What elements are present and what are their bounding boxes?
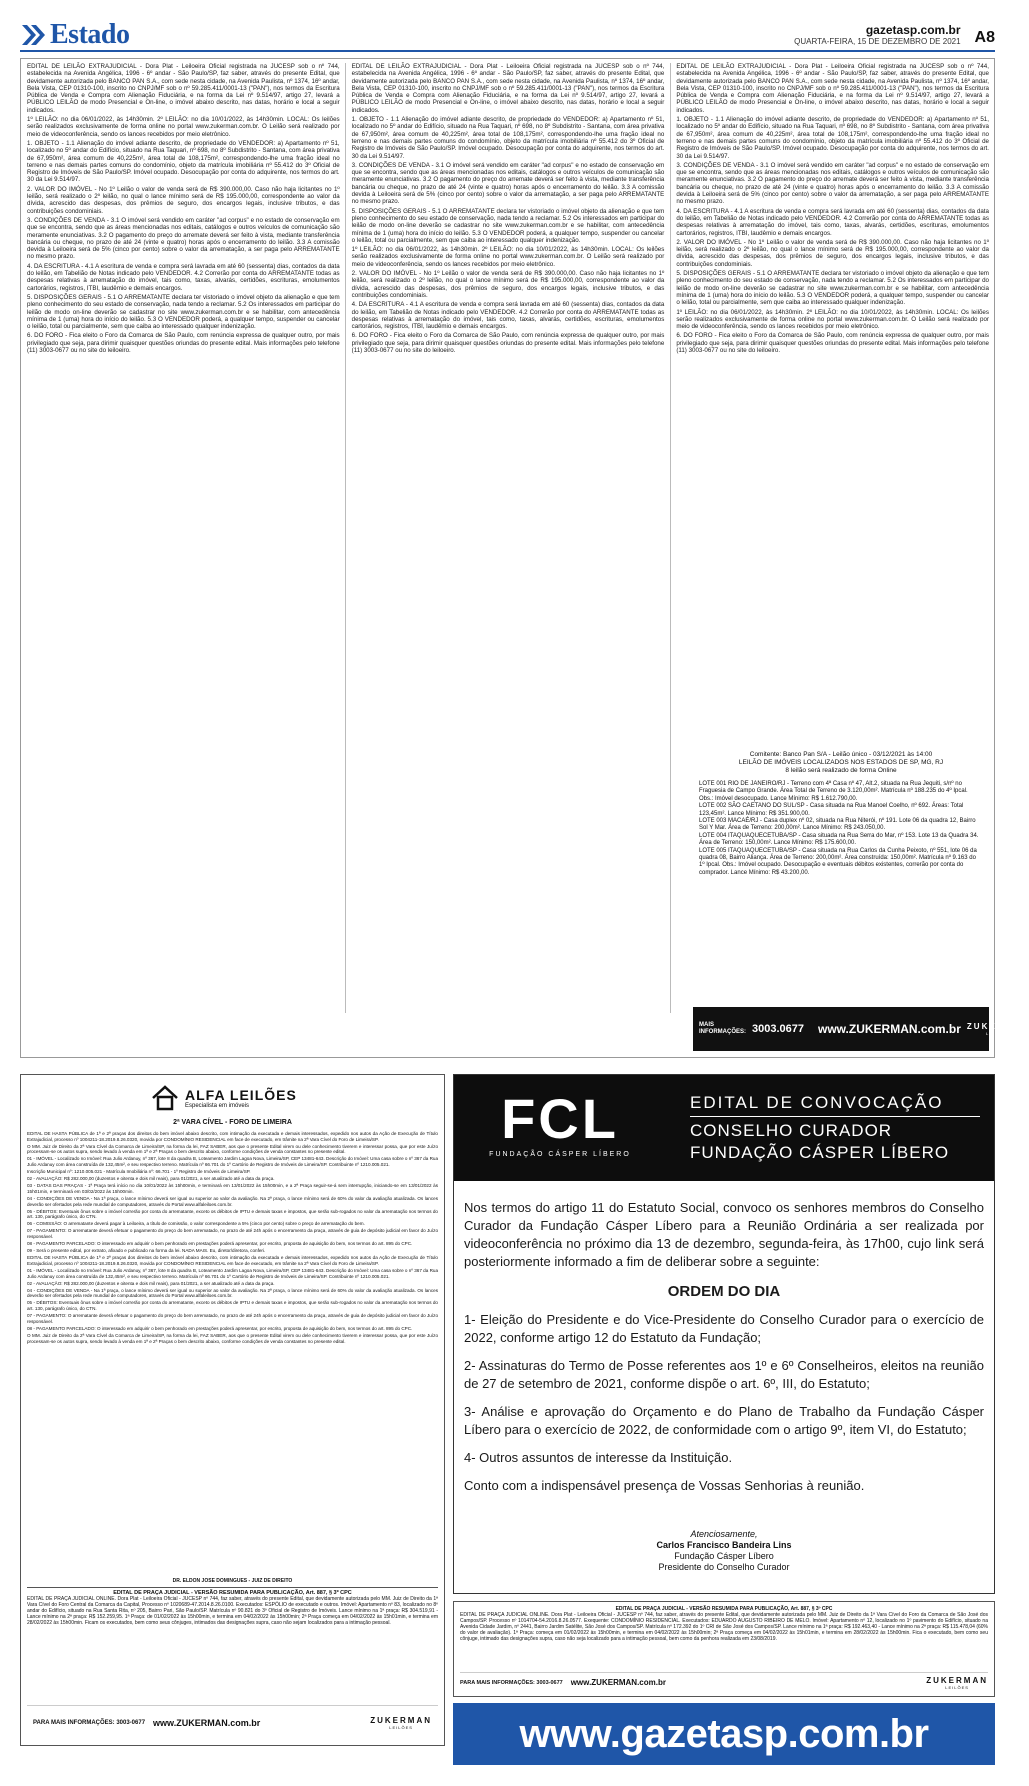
fcl-subtitle: FUNDAÇÃO CÁSPER LÍBERO bbox=[690, 1143, 950, 1162]
notice-paragraph: 2. VALOR DO IMÓVEL - No 1º Leilão o valor de venda será de R$ 390.000,00. Caso não haja licitantes no 1º leilão, será realizado o 2º leilão, no qual o lance mínimo será de R$ 195.000,00, correspondente ao valor da dívida, acrescido das despesas, dos prêmios de seguro, dos encargos legais, inclusive tributos, e das contribuições condominiais. bbox=[676, 238, 989, 268]
notice-paragraph: 6. DO FORO - Fica eleito o Foro da Comarca de São Paulo, com renúncia expressa de qualquer outro, por mais privilegiado que seja, para dirimir quaisquer questões oriundas do presente edital. Mais informações pelo telefone (11) 3003-0677 ou no site do leiloeiro. bbox=[351, 332, 665, 354]
fcl-signer: Carlos Francisco Bandeira Lins bbox=[656, 1540, 792, 1550]
alfa-title: 2ª VARA CÍVEL - FORO DE LIMEIRA bbox=[173, 1119, 292, 1126]
fcl-body bbox=[464, 1199, 984, 1505]
brand-name: Estado bbox=[50, 19, 130, 50]
alfa-paragraph: 05 - DÉBITOS: Eventuais ônus sobre o imóvel correrão por conta do arrematante, exceto os débitos de IPTU e demais taxas e impostos, que serão sub-rogados no valor da arrematação nos termos do art. 130, parágrafo único, do CTN. bbox=[27, 1300, 438, 1312]
alfa-judge: DR. ELDON JOSE DOMINGUES - JUIZ DE DIREITO bbox=[172, 1578, 293, 1584]
alfa-paragraph: 07 - PAGAMENTO: O arrematante deverá efetuar o pagamento do preço do bem arrematado, no prazo de até 24h após o encerramento da praça, através de guia de depósito judicial em favor do Juízo responsável. bbox=[27, 1228, 438, 1239]
notice-paragraph: 6. DO FORO - Fica eleito o Foro da Comarca de São Paulo, com renúncia expressa de qualquer outro, por mais privilegiado que seja, para dirimir quaisquer questões oriundas do presente edital. Mais informações pelo telefone (11) 3003-0677 ou no site do leiloeiro. bbox=[27, 332, 340, 354]
alfa-paragraph: 09 - Será o presente edital, por extrato, afixado e publicado na forma da lei. NADA MAIS. Eu, diretor/diretora, conferi. bbox=[27, 1248, 266, 1254]
zukerman-logo bbox=[926, 1676, 988, 1690]
fcl-logo bbox=[476, 1087, 644, 1158]
alfa-paragraph: EDITAL DE HASTA PÚBLICA de 1ª e 2ª praças dos direitos do bem imóvel abaixo descrito, com intimação da executada e demais interessados, expedido nos autos da Ação de Execução de Título Extrajudicial, processo nº 1004211-18.2019.8.26.0320, movida por CONDOMÍNIO RESIDENCIAL em face de executado, em trâmite na 2ª Vara Cível do Foro de Limeira/SP. bbox=[27, 1255, 438, 1266]
info-label: MAIS INFORMAÇÕES: bbox=[699, 1022, 746, 1035]
alfa-paragraph: 02 - AVALIAÇÃO: R$ 282.000,00 (duzentos e oitenta e dois mil reais), para 01/2021, a ser atualizado até a data da praça. bbox=[27, 1280, 275, 1286]
fcl-intro: Nos termos do artigo 11 do Estatuto Social, convoco os senhores membros do Conselho Curador da Fundação Cásper Líbero para a Reunião Ordinária a ser realizada por videoconferência no próximo dia 13 de dezembro, segunda-feira, às 17h00, cujo link será posteriormente informado a fim de deliberar sobre a seguinte: bbox=[464, 1200, 984, 1269]
fcl-agenda-item: 4- Outros assuntos de interesse da Instituição. bbox=[464, 1450, 733, 1465]
fcl-signature bbox=[464, 1529, 984, 1573]
notice-paragraph: 5. DISPOSIÇÕES GERAIS - 5.1 O ARREMATANTE declara ter vistoriado o imóvel objeto da alienação e que tem pleno conhecimento do seu estado de conservação, nada tendo a reclamar. 5.2 Os interessados em participar do leilão de modo on-line deverão se cadastrar no site www.zukerman.com.br e se habilitar, com antecedência mínima de 1 (uma) hora do início do leilão. 5.3 O VENDEDOR poderá, a qualquer tempo, suspender ou cancelar o leilão, total ou parcialmente, sem que caiba ao interessado qualquer indenização. bbox=[676, 270, 989, 307]
lot-item: LOTE 002 SÃO CAETANO DO SUL/SP - Casa situada na Rua Manoel Coelho, nº 692. Áreas: Total 123,45m². Lance Mínimo: R$ 351.900,00. bbox=[699, 803, 964, 817]
notice-paragraph: 3. CONDIÇÕES DE VENDA - 3.1 O imóvel será vendido em caráter "ad corpus" e no estado de conservação em que se encontra, sendo que as áreas mencionadas nos editais, catálogos e outros veículos de comunicação são meramente enunciativas. 3.2 O pagamento do preço do arremate deverá ser feito à vista, mediante transferência bancária ou cheque, no prazo de até 24 (vinte e quatro) horas após o encerramento do leilão. 3.3 A comissão devida à Leiloeira será de 5% (cinco por cento) sobre o valor da arrematação, a ser paga pelo ARREMATANTE no mesmo prazo. bbox=[676, 161, 989, 206]
zukerman-sub: LEILÕES bbox=[945, 1684, 969, 1690]
alfa-second-title: EDITAL DE PRAÇA JUDICIAL - VERSÃO RESUMIDA PARA PUBLICAÇÃO, Art. 887, § 3º CPC bbox=[113, 1590, 352, 1596]
fcl-role: Presidente do Conselho Curador bbox=[658, 1562, 790, 1572]
alfa-info-bar bbox=[27, 1705, 438, 1739]
notice-paragraph: 3. CONDIÇÕES DE VENDA - 3.1 O imóvel será vendido em caráter "ad corpus" e no estado de conservação em que se encontra, sendo que as áreas mencionadas nos editais, catálogos e outros veículos de comunicação são meramente enunciativas. 3.2 O pagamento do preço do arremate deverá ser feito à vista, mediante transferência bancária ou cheque, no prazo de até 24 (vinte e quatro) horas após o encerramento do leilão. 3.3 A comissão devida à Leiloeira será de 5% (cinco por cento) sobre o valor da arrematação, a ser paga pelo ARREMATANTE no mesmo prazo. bbox=[351, 161, 665, 206]
alfa-paragraph: O MM. Juiz de Direito da 2ª Vara Cível da Comarca de Limeira/SP, na forma da lei, FAZ SABER, aos que o presente Edital virem ou dele conhecimento tiverem e interessar possa, que por este Juízo processam-se os autos supra, sendo levado à venda em 1ª e 2ª Praças o bem descrito abaixo, conforme condições de venda constantes no presente edital. bbox=[27, 1332, 438, 1344]
small-auction-notice bbox=[453, 1601, 995, 1697]
zukerman-brand: ZUKERMAN bbox=[370, 1715, 432, 1725]
alfa-paragraph: 01 - IMÓVEL - Localizado no Imóvel: Rua Julio Ardanuy, nº 367, lote 8 da quadra B, Loteamento Jardim Lagoa Nova, Limeira/SP, CEP 13481-643. Descrição do Imóvel: Uma casa sobre o nº 367 da Rua Julio Ardanuy com área construída de 132,45m², e seu respectivo terreno. Matrícula nº 66.701 do 1º Cartório de Registro de Imóveis de Limeira/SP. Contribuinte nº 1210.005.021. bbox=[27, 1156, 438, 1167]
site-banner[interactable]: www.gazetasp.com.br bbox=[453, 1703, 995, 1765]
alfa-second-notice bbox=[27, 1587, 438, 1695]
fcl-agenda-item: 1- Eleição do Presidente e do Vice-Presidente do Conselho Curador para o exercício de 2022, conforme artigo 12 do Estatuto da Fundação; bbox=[464, 1312, 984, 1345]
small-notice-text: EDITAL DE PRAÇA JUDICIAL ONLINE. Dora Plat - Leiloeira Oficial - JUCESP nº 744, faz saber, através do presente Edital, que devidamente autorizada pelo MM. Juiz de Direito da 1ª Vara Cível do Foro da Comarca de São José dos Campos/SP. Processo nº 1014704-54.2016.8.26.0577. Exequente: CONDOMÍNIO RESIDENCIAL. Executados: EDUARDO AUGUSTO RIBEIRO DE MELO. Imóvel: Apartamento nº 12, localizado no 1º pavimento do Edifício, situado na Avenida Cidade Jardim, nº 2441, Bairro Jardim Satélite, São José dos Campos/SP. Matrícula nº 172.392 do 1º CRI de São José dos Campos/SP. Lance mínimo na 1ª praça: R$ 192.463,40 - Lance mínimo na 2ª praça: R$ 115.478,04 (60% do valor de avaliação). 1ª Praça: começa em 01/02/2022 às 15h00min, e termina em 04/02/2022 às 15h00min; 2ª Praça começa em 04/02/2022 às 15h01min, e termina em 28/02/2022 às 15h00min. Fica o executado, bem como seu cônjuge, intimado das designações supra, caso não seja localizado para a intimação pessoal, bem como da penhora realizada em 23/08/2019. bbox=[460, 1612, 989, 1642]
fcl-convocation bbox=[453, 1074, 995, 1594]
fcl-salutation: Atenciosamente, bbox=[690, 1529, 758, 1539]
notice-paragraph: 1. OBJETO - 1.1 Alienação do imóvel adiante descrito, de propriedade do VENDEDOR: a) Apartamento nº 51, localizado no 5º andar do Edifício, situado na Rua Taquari, nº 698, no 8º Subdistrito - Santana, com área privativa de 67,950m², área comum de 40,225m², área total de 108,175m², correspondendo-lhe uma fração ideal no terreno e nas demais partes comuns do condomínio, objeto da matrícula imobiliária nº 55.412 do 3º Oficial de Registro de Imóveis de São Paulo/SP. Imóvel ocupado. Desocupação por conta do adquirente, nos termos do art. 30 da Lei 9.514/97. bbox=[676, 116, 989, 160]
fcl-order-title: ORDEM DO DIA bbox=[667, 1283, 781, 1300]
zukerman-brand: ZUKERMAN bbox=[966, 1022, 1029, 1031]
fcl-closing: Conto com a indispensável presença de Vossas Senhorias à reunião. bbox=[464, 1478, 865, 1493]
info-phone[interactable]: 3003.0677 bbox=[752, 1023, 804, 1035]
notice-paragraph: 4. DA ESCRITURA - 4.1 A escritura de venda e compra será lavrada em até 60 (sessenta) dias, contados da data do leilão, em Tabelião de Notas indicado pelo VENDEDOR. 4.2 Correrão por conta do ARREMATANTE todas as despesas relativas à arrematação do imóvel, tais como, taxas, alvarás, certidões, escrituras, emolumentos cartorários, registros, ITBI, laudêmio e demais encargos. bbox=[351, 301, 665, 331]
notice-paragraph: 1º LEILÃO: no dia 06/01/2022, às 14h30min. 2º LEILÃO: no dia 10/01/2022, às 14h30min. LOCAL: Os leilões serão realizados exclusivamente de forma online no portal www.zukerman.com.br. O Leilão será realizado por meio de videoconferência, sendo os lances recebidos por meio eletrônico. bbox=[676, 308, 989, 331]
fcl-agenda-item: 2- Assinaturas do Termo de Posse referentes aos 1º e 6º Conselheiros, eleitos na reunião de 27 de setembro de 2021, conforme dispõe o art. 6º, III, do Estatuto; bbox=[464, 1358, 984, 1391]
alfa-paragraph: 06 - COMISSÃO: O arrematante deverá pagar à Leiloeira, a título de comissão, o valor correspondente a 5% (cinco por cento) sobre o preço de arrematação do bem. bbox=[27, 1221, 365, 1227]
zukerman-sub: LEILÕES bbox=[389, 1724, 413, 1730]
alfa-paragraph: 02 - AVALIAÇÃO: R$ 282.000,00 (duzentos e oitenta e dois mil reais), para 01/2021, a ser atualizado até a data da praça. bbox=[27, 1176, 275, 1182]
zukerman-brand: ZUKERMAN bbox=[926, 1675, 988, 1685]
alfa-paragraph: O MM. Juiz de Direito da 2ª Vara Cível da Comarca de Limeira/SP, na forma da lei, FAZ SABER, aos que o presente Edital virem ou dele conhecimento tiverem e interessar possa, que por este Juízo processam-se os autos supra, sendo levado à venda em 1ª e 2ª Praças o bem descrito abaixo, conforme condições de venda constantes no presente edital. bbox=[27, 1143, 438, 1155]
notice-paragraph: EDITAL DE LEILÃO EXTRAJUDICIAL - Dora Plat - Leiloeira Oficial registrada na JUCESP sob o nº 744, estabelecida na Avenida Angélica, 1996 - 6º andar - São Paulo/SP, faz saber, através do presente Edital, que devidamente autorizada pelo BANCO PAN S.A., com sede nesta cidade, na Avenida Paulista, nº 1374, 16º andar, Bela Vista, CEP 01310-100, inscrito no CNPJ/MF sob o nº 59.285.411/0001-13 ("PAN"), nos termos da Escritura Pública de Venda e Compra com Alienação Fiduciária, e na forma da Lei nº 9.514/97, artigo 27, levará a PÚBLICO LEILÃO de modo Presencial e On-line, o imóvel abaixo descrito, nas datas, horário e local a seguir indicados. bbox=[27, 63, 340, 114]
fcl-subtitle: CONSELHO CURADOR bbox=[690, 1121, 893, 1140]
notice-paragraph: 6. DO FORO - Fica eleito o Foro da Comarca de São Paulo, com renúncia expressa de qualquer outro, por mais privilegiado que seja, para dirimir quaisquer questões oriundas do presente edital. Mais informações pelo telefone (11) 3003-0677 ou no site do leiloeiro. bbox=[676, 332, 989, 354]
signature-line: 8 leilão será realizado de forma Online bbox=[785, 767, 897, 774]
notice-paragraph: 1. OBJETO - 1.1 Alienação do imóvel adiante descrito, de propriedade do VENDEDOR: a) Apartamento nº 51, localizado no 5º andar do Edifício, situado na Rua Taquari, nº 698, no 8º Subdistrito - Santana, com área privativa de 67,950m², área comum de 40,225m², área total de 108,175m², correspondendo-lhe uma fração ideal no terreno e nas demais partes comuns do condomínio, objeto da matrícula imobiliária nº 55.412 do 3º Oficial de Registro de Imóveis de São Paulo/SP. Imóvel ocupado. Desocupação por conta do adquirente, nos termos do art. 30 da Lei 9.514/97. bbox=[27, 139, 340, 184]
masthead bbox=[20, 14, 995, 48]
lots-summary bbox=[693, 747, 989, 881]
alfa-paragraph: 07 - PAGAMENTO: O arrematante deverá efetuar o pagamento do preço do bem arrematado, no prazo de até 24h após o encerramento da praça, através de guia de depósito judicial em favor do Juízo responsável. bbox=[27, 1313, 438, 1324]
fcl-tagline: FUNDAÇÃO CÁSPER LÍBERO bbox=[489, 1151, 631, 1158]
alfa-header bbox=[151, 1081, 321, 1115]
notice-paragraph: EDITAL DE LEILÃO EXTRAJUDICIAL - Dora Plat - Leiloeira Oficial registrada na JUCESP sob o nº 744, estabelecida na Avenida Angélica, 1996 - 6º andar - São Paulo/SP, faz saber, através do presente Edital, que devidamente autorizada pelo BANCO PAN S.A., com sede nesta cidade, na Avenida Paulista, nº 1374, 16º andar, Bela Vista, CEP 01310-100, inscrito no CNPJ/MF sob o nº 59.285.411/0001-13 ("PAN"), nos termos da Escritura Pública de Venda e Compra com Alienação Fiduciária, e na forma da Lei nº 9.514/97, artigo 27, levará a PÚBLICO LEILÃO de modo Presencial e On-line, o imóvel abaixo descrito, nas datas, horário e local a seguir indicados. bbox=[676, 63, 989, 114]
alfa-paragraph: 01 - IMÓVEL - Localizado no Imóvel: Rua Julio Ardanuy, nº 367, lote 8 da quadra B, Loteamento Jardim Lagoa Nova, Limeira/SP, CEP 13481-643. Descrição do Imóvel: Uma casa sobre o nº 367 da Rua Julio Ardanuy com área construída de 132,45m², e seu respectivo terreno. Matrícula nº 66.701 do 1º Cartório de Registro de Imóveis de Limeira/SP. Contribuinte nº 1210.005.021. bbox=[27, 1267, 438, 1279]
small-notice-body bbox=[460, 1606, 988, 1666]
auction-notice-main bbox=[20, 58, 1029, 1058]
fcl-agenda-item: 3- Análise e aprovação do Orçamento e do Plano de Trabalho da Fundação Cásper Líbero para o exercício de 2022, de conformidade com o artigo 9º, item VI, do Estatuto; bbox=[464, 1404, 984, 1437]
alfa-paragraph: 03 - DATAS DAS PRAÇAS - 1ª Praça terá início no dia 10/01/2022 às 15h00min, e terminará em 13/01/2022 às 15h00min, e a 2ª Praça seguir-se-á sem interrupção, iniciando-se em 13/01/2022 às 15h01min, e terminará em 03/02/2022 às 15h00min. bbox=[27, 1183, 438, 1194]
small-info-bar bbox=[460, 1672, 988, 1692]
masthead-date: QUARTA-FEIRA, 15 DE DEZEMBRO DE 2021 bbox=[794, 37, 961, 46]
alfa-paragraph: 08 - PAGAMENTO PARCELADO: O interessado em adquirir o bem penhorado em prestações poderá apresentar, por escrito, proposta de aquisição do bem, nos termos do art. 895 do CPC. bbox=[27, 1241, 413, 1247]
masthead-site[interactable]: gazetasp.com.br bbox=[865, 23, 961, 37]
alfa-paragraph: 04 - CONDIÇÕES DE VENDA - Na 1ª praça, o lance mínimo deverá ser igual ou superior ao valor da avaliação. Na 2ª praça, o lance mínimo será de 60% do valor da avaliação atualizada. Os lances deverão ser ofertados pela rede mundial de computadores, através do Portal www.alfaleiloes.com.br. bbox=[27, 1287, 438, 1299]
notice-paragraph: 3. CONDIÇÕES DE VENDA - 3.1 O imóvel será vendido em caráter "ad corpus" e no estado de conservação em que se encontra, sendo que as áreas mencionadas nos editais, catálogos e outros veículos de comunicação são meramente enunciativas. 3.2 O pagamento do preço do arremate deverá ser feito à vista, mediante transferência bancária ou cheque, no prazo de até 24 (vinte e quatro) horas após o encerramento do leilão. 3.3 A comissão devida à Leiloeira será de 5% (cinco por cento) sobre o valor da arrematação, a ser paga pelo ARREMATANTE no mesmo prazo. bbox=[27, 216, 340, 261]
alfa-brand: ALFA LEILÕES bbox=[185, 1087, 297, 1103]
masthead-info bbox=[794, 24, 960, 48]
double-chevron-icon bbox=[20, 22, 46, 48]
notice-paragraph: 5. DISPOSIÇÕES GERAIS - 5.1 O ARREMATANTE declara ter vistoriado o imóvel objeto da alienação e que tem pleno conhecimento do seu estado de conservação, nada tendo a reclamar. 5.2 Os interessados em participar do leilão de modo on-line deverão se cadastrar no site www.zukerman.com.br e se habilitar, com antecedência mínima de 1 (uma) hora do início do leilão. 5.3 O VENDEDOR poderá, a qualquer tempo, suspender ou cancelar o leilão, total ou parcialmente, sem que caiba ao interessado qualquer indenização. bbox=[351, 207, 665, 244]
lot-item: LOTE 005 ITAQUAQUECETUBA/SP - Casa situada na Rua Carlos da Cunha Peixoto, nº 551, lote 06 da quadra 08, Bairro Aliança. Área de Terreno: 200,00m². Área construída: 150,00m². Matrícula nº 9.163 do 1º Ipcal. Obs.: Imóvel ocupado. Desocupação e eventuais débitos existentes, correrão por conta do comprador. Lance Mínimo: R$ 43.200,00. bbox=[699, 847, 977, 876]
fcl-org: Fundação Cásper Líbero bbox=[674, 1551, 774, 1561]
notice-paragraph: 1º LEILÃO: no dia 06/01/2022, às 14h30min. 2º LEILÃO: no dia 10/01/2022, às 14h30min. LOCAL: Os leilões serão realizados exclusivamente de forma online no portal www.zukerman.com.br. O Leilão será realizado por meio de videoconferência, sendo os lances recebidos por meio eletrônico. bbox=[27, 116, 340, 138]
page-number: A8 bbox=[974, 29, 995, 46]
alfa-bar-label[interactable]: PARA MAIS INFORMAÇÕES: 3003-0677 bbox=[33, 1719, 146, 1726]
lot-list bbox=[699, 781, 983, 877]
signature-line: LEILÃO DE IMÓVEIS LOCALIZADOS NOS ESTADOS DE SP, MG, RJ bbox=[738, 759, 944, 766]
alfa-body bbox=[27, 1131, 438, 1577]
notice-paragraph: 1º LEILÃO: no dia 06/01/2022, às 14h30min. 2º LEILÃO: no dia 10/01/2022, às 14h30min. LOCAL: Os leilões serão realizados exclusivamente de forma online no portal www.zukerman.com.br. O Leilão será realizado por meio de videoconferência, sendo os lances recebidos por meio eletrônico. bbox=[351, 246, 665, 268]
alfa-paragraph: 04 - CONDIÇÕES DE VENDA - Na 1ª praça, o lance mínimo deverá ser igual ou superior ao valor da avaliação. Na 2ª praça, o lance mínimo será de 60% do valor da avaliação atualizada. Os lances deverão ser ofertados pela rede mundial de computadores, através do Portal www.alfaleiloes.com.br. bbox=[27, 1195, 438, 1207]
fcl-header bbox=[454, 1075, 994, 1181]
masthead-divider bbox=[20, 50, 995, 52]
alfa-paragraph: 05 - DÉBITOS: Eventuais ônus sobre o imóvel correrão por conta do arrematante, exceto os débitos de IPTU e demais taxas e impostos, que serão sub-rogados no valor da arrematação nos termos do art. 130, parágrafo único, do CTN. bbox=[27, 1208, 438, 1220]
small-bar-site[interactable]: www.ZUKERMAN.com.br bbox=[570, 1678, 666, 1687]
signature-comitente: Comitente: Banco Pan S/A - Leilão único - 03/12/2021 às 14:00 bbox=[749, 751, 933, 758]
alfa-second-body: EDITAL DE PRAÇA JUDICIAL ONLINE. Dora Plat - Leiloeira Oficial - JUCESP nº 744, faz saber, através do presente Edital, que devidamente autorizada pelo MM. Juiz de Direito da 1ª Vara Cível do Foro Central da Comarca da Capital, Processo nº 1020689-47.2014.8.26.0100. Executados: ESPÓLIO de executado e outros. Imóvel: Apartamento nº 83, localizado no 8º andar do Edifício, situado na Rua Santa Rita, nº 205, Bairro Pari, São Paulo/SP. Matrícula nº 90.821 do 3º Oficial de Registro de Imóveis. Lance mínimo na 1ª praça: R$ 304.519,91 - Lance mínimo na 2ª praça: R$ 152.259,95. 1ª Praça: de 01/02/2022 às 15h00min, e termina em 04/02/2022 às 15h00min; 2ª Praça começa em 04/02/2022 às 15h01min, e termina em 28/02/2022 às 15h00min. Ficam os executados, bem como seus cônjuges, intimados das designações supra, caso não sejam localizados para a intimação pessoal. bbox=[27, 1596, 438, 1626]
notice-paragraph: 2. VALOR DO IMÓVEL - No 1º Leilão o valor de venda será de R$ 390.000,00. Caso não haja licitantes no 1º leilão, será realizado o 2º leilão, no qual o lance mínimo será de R$ 195.000,00, correspondente ao valor da dívida, acrescido das despesas, dos prêmios de seguro, dos encargos legais, inclusive tributos, e das contribuições condominiais. bbox=[351, 270, 665, 299]
alfa-subtitle: Especialista em imóveis bbox=[185, 1103, 250, 1109]
zukerman-logo bbox=[967, 1022, 1029, 1036]
lot-item: LOTE 001 RIO DE JANEIRO/RJ - Terreno com 4ª Casa nº 47, Alt.2, situada na Rua Jequiti, s/nº no Fraguesia de Campo Grande. Área Total de Terreno de 3.120,00m². Matrícula nº 188.235 do 4º Ipcal. Obs.: Imóvel desocupado. Lance Mínimo: R$ 1.612.790,00. bbox=[699, 781, 968, 802]
info-site-link[interactable]: www.ZUKERMAN.com.br bbox=[818, 1022, 961, 1036]
fcl-title: EDITAL DE CONVOCAÇÃO bbox=[690, 1093, 980, 1117]
small-bar-label[interactable]: PARA MAIS INFORMAÇÕES: 3003-0677 bbox=[460, 1679, 563, 1686]
newspaper-logo[interactable] bbox=[20, 19, 130, 50]
lot-item: LOTE 003 MACAÉ/RJ - Casa duplex nº 02, situada na Rua Niterói, nº 191. Lote 06 da quadra 12, Bairro Sol Y Mar. Área de Terreno: 200,00m². Lance Mínimo: R$ 243.050,00. bbox=[699, 818, 976, 832]
fcl-letters: FCL bbox=[501, 1087, 619, 1150]
notice-paragraph: 5. DISPOSIÇÕES GERAIS - 5.1 O ARREMATANTE declara ter vistoriado o imóvel objeto da alienação e que tem pleno conhecimento do seu estado de conservação, nada tendo a reclamar. 5.2 Os interessados em participar do leilão de modo on-line deverão se cadastrar no site www.zukerman.com.br e se habilitar, com antecedência mínima de 1 (uma) hora do início do leilão. 5.3 O VENDEDOR poderá, a qualquer tempo, suspender ou cancelar o leilão, total ou parcialmente, sem que caiba ao interessado qualquer indenização. bbox=[27, 293, 340, 331]
notice-paragraph: 4. DA ESCRITURA - 4.1 A escritura de venda e compra será lavrada em até 60 (sessenta) dias, contados da data do leilão, em Tabelião de Notas indicado pelo VENDEDOR. 4.2 Correrão por conta do ARREMATANTE todas as despesas relativas à arrematação do imóvel, tais como, taxas, alvarás, certidões, escrituras, emolumentos cartorários, registros, ITBI, laudêmio e demais encargos. bbox=[676, 207, 989, 237]
zukerman-sub: LEILÕES bbox=[985, 1031, 1010, 1036]
house-icon bbox=[151, 1084, 179, 1112]
notice-paragraph: 4. DA ESCRITURA - 4.1 A escritura de venda e compra será lavrada em até 60 (sessenta) dias, contados da data do leilão, em Tabelião de Notas indicado pelo VENDEDOR. 4.2 Correrão por conta do ARREMATANTE todas as despesas relativas à arrematação do imóvel, tais como, taxas, alvarás, certidões, escrituras, emolumentos cartorários, registros, ITBI, laudêmio e demais encargos. bbox=[27, 262, 340, 292]
notice-paragraph: 1. OBJETO - 1.1 Alienação do imóvel adiante descrito, de propriedade do VENDEDOR: a) Apartamento nº 51, localizado no 5º andar do Edifício, situado na Rua Taquari, nº 698, no 8º Subdistrito - Santana, com área privativa de 67,950m², área comum de 40,225m², área total de 108,175m², correspondendo-lhe uma fração ideal no terreno e nas demais partes comuns do condomínio, objeto da matrícula imobiliária nº 55.412 do 3º Oficial de Registro de Imóveis de São Paulo/SP. Imóvel ocupado. Desocupação por conta do adquirente, nos termos do art. 30 da Lei 9.514/97. bbox=[351, 116, 665, 160]
small-notice-title: EDITAL DE PRAÇA JUDICIAL - VERSÃO RESUMIDA PARA PUBLICAÇÃO, Art. 887, § 3º CPC bbox=[615, 1606, 833, 1612]
notice-paragraph: EDITAL DE LEILÃO EXTRAJUDICIAL - Dora Plat - Leiloeira Oficial registrada na JUCESP sob o nº 744, estabelecida na Avenida Angélica, 1996 - 6º andar - São Paulo/SP, faz saber, através do presente Edital, que devidamente autorizada pelo BANCO PAN S.A., com sede nesta cidade, na Avenida Paulista, nº 1374, 16º andar, Bela Vista, CEP 01310-100, inscrito no CNPJ/MF sob o nº 59.285.411/0001-13 ("PAN"), nos termos da Escritura Pública de Venda e Compra com Alienação Fiduciária, e na forma da Lei nº 9.514/97, artigo 27, levará a PÚBLICO LEILÃO de modo Presencial e On-line, o imóvel abaixo descrito, nas datas, horário e local a seguir indicados. bbox=[351, 63, 665, 114]
alfa-paragraph: 08 - PAGAMENTO PARCELADO: O interessado em adquirir o bem penhorado em prestações poderá apresentar, por escrito, proposta de aquisição do bem, nos termos do art. 895 do CPC. bbox=[27, 1325, 413, 1331]
notice-paragraph: 2. VALOR DO IMÓVEL - No 1º Leilão o valor de venda será de R$ 390.000,00. Caso não haja licitantes no 1º leilão, será realizado o 2º leilão, no qual o lance mínimo será de R$ 195.000,00, correspondente ao valor da dívida, acrescido das despesas, dos prêmios de seguro, dos encargos legais, inclusive tributos, e das contribuições condominiais. bbox=[27, 185, 340, 215]
info-bar bbox=[693, 1007, 1029, 1051]
alfa-bar-site[interactable]: www.ZUKERMAN.com.br bbox=[153, 1717, 261, 1728]
zukerman-logo bbox=[370, 1716, 432, 1730]
alfa-paragraph: EDITAL DE HASTA PÚBLICA de 1ª e 2ª praças dos direitos do bem imóvel abaixo descrito, com intimação da executada e demais interessados, expedido nos autos da Ação de Execução de Título Extrajudicial, processo nº 1004211-18.2019.8.26.0320, movida por CONDOMÍNIO RESIDENCIAL em face de executado, em trâmite na 2ª Vara Cível do Foro de Limeira/SP. bbox=[27, 1131, 438, 1142]
alfa-leiloes-notice bbox=[20, 1074, 445, 1746]
fcl-titles bbox=[690, 1093, 980, 1163]
lot-item: LOTE 004 ITAQUAQUECETUBA/SP - Casa situada na Rua Serra do Mar, nº 153. Lote 13 da Quadra 34. Área de Terreno: 150,00m². Lance Mínimo: R$ 175.600,00. bbox=[699, 832, 979, 847]
alfa-paragraph: Inscrição Municipal nº: 1210.005.021 - Matrícula Imobiliária nº: 66.701 - 1º Registro de Imóveis de Limeira/SP. bbox=[27, 1169, 251, 1175]
